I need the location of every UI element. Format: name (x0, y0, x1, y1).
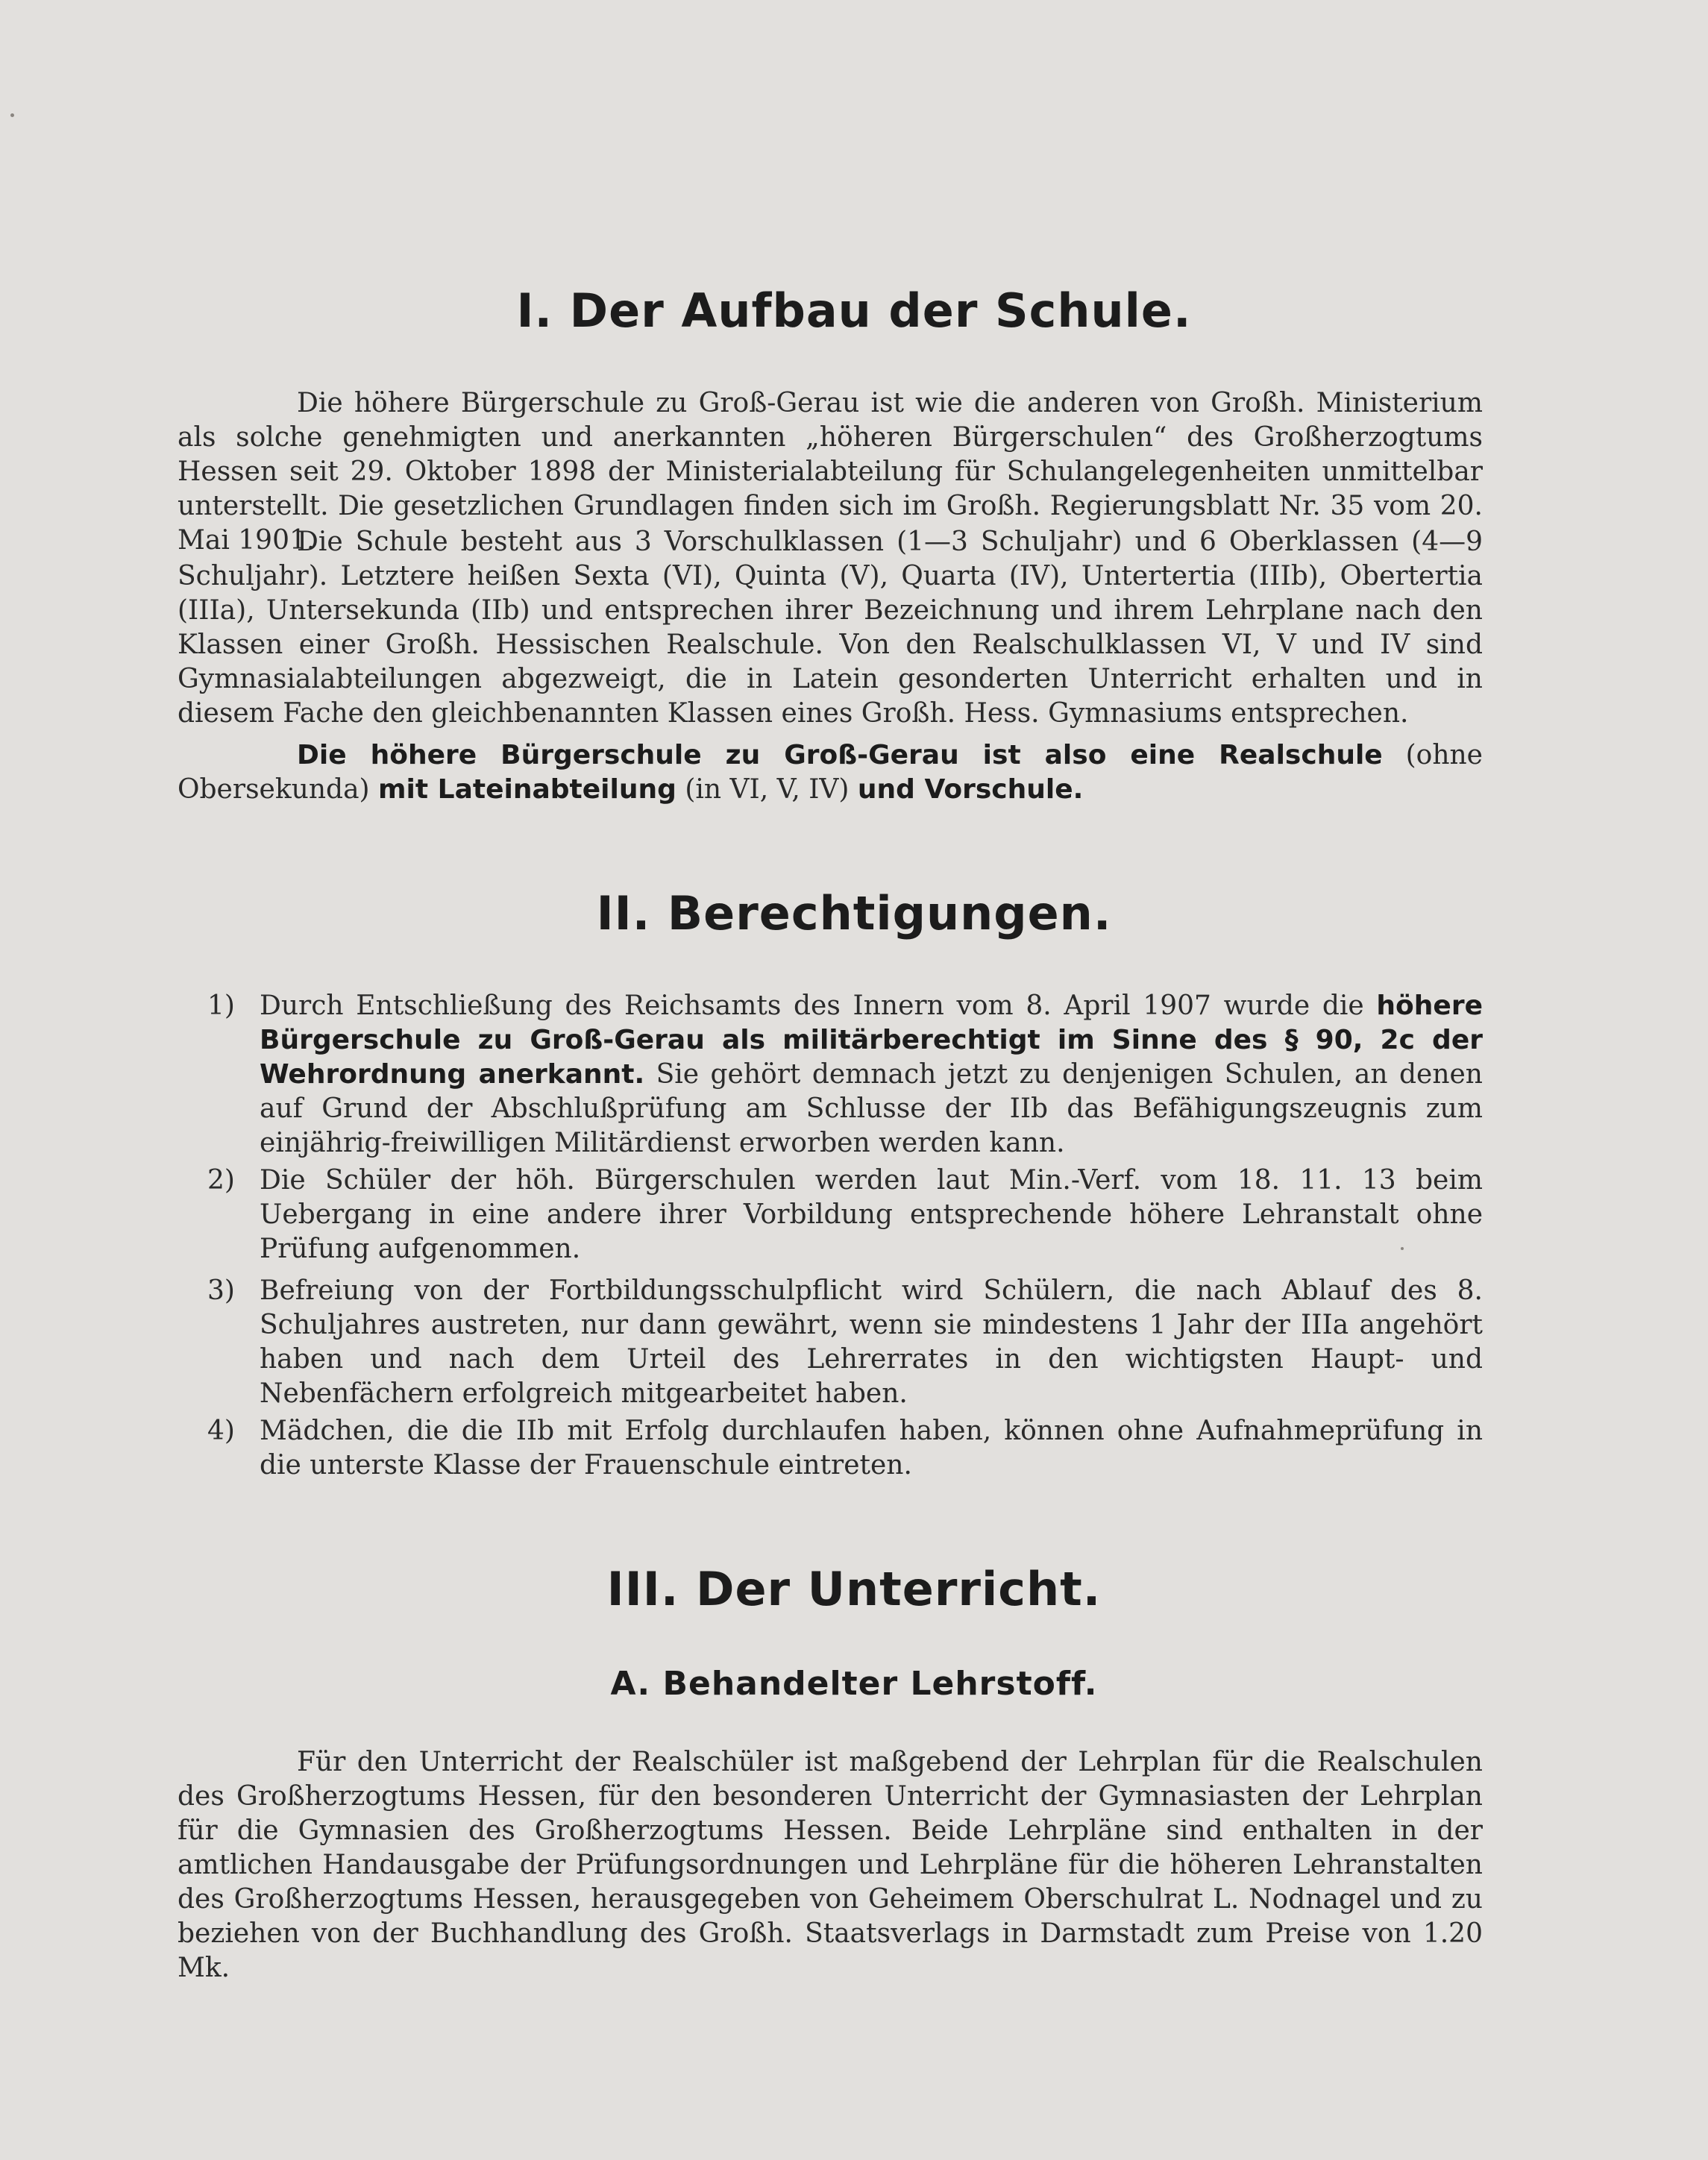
section-1-paragraph-2-text: Die Schule besteht aus 3 Vorschulklassen (1—3 Schuljahr) und 6 Oberklassen (4—9 Schuljahr). Letztere heißen Sexta (VI), Quinta (V), Quarta (IV), Untertertia (IIIb), Obertertia (IIIa), Untersekunda (IIb) und entsprechen ihrer Bezeichnung und ihrem Lehrplane nach den Klassen einer Großh. Hessischen Realschule. Von den Realschulklassen VI, V und IV sind Gymnasialabteilungen abgezweigt, die in Latein gesonderten Unterricht erhalten und in diesem Fache den gleichbenannten Klassen eines Großh. Hess. Gymnasiums entsprechen. (178, 527, 1483, 729)
list-item-text: Befreiung von der Fortbildungsschulpflicht wird Schülern, die nach Ablauf des 8. Schuljahres austreten, nur dann gewährt, wenn sie mindestens 1 Jahr der IIIa angehört haben und nach dem Urteil des Lehrerrates in den wichtigsten Haupt- und Nebenfächern erfolgreich mitgearbeitet haben. (260, 1275, 1483, 1409)
paper-speck (10, 113, 14, 117)
list-item (178, 1274, 1483, 1411)
section-3-paragraph-1-text: Für den Unterricht der Realschüler ist maßgebend der Lehrplan für die Realschulen des Großherzogtums Hessen, für den besonderen Unterricht der Gymnasiasten der Lehrplan für die Gymnasien des Großherzogtums Hessen. Beide Lehrpläne sind enthalten in der amtlichen Handausgabe der Prüfungsordnungen und Lehrpläne für die höheren Lehranstalten des Großherzogtums Hessen, herausgegeben von Geheimem Oberschulrat L. Nodnagel und zu beziehen von der Buchhandlung des Großh. Staatsverlags in Darmstadt zum Preise von 1.20 Mk. (178, 1747, 1483, 1983)
realschule-emphasis: Die höhere Bürgerschule zu Groß-Gerau ist also eine Realschule (297, 740, 1383, 770)
list-item (178, 1414, 1483, 1483)
military-recognition-emphasis: höhere Bürgerschule zu Groß-Gerau als militärberechtigt im Sinne des § 90, 2c der Wehrordnung anerkannt. (260, 990, 1483, 1090)
section-1-paragraph-1-text: Die höhere Bürgerschule zu Groß-Gerau ist wie die anderen von Großh. Ministerium als solche genehmigten und anerkannten „höheren Bürgerschulen“ des Großherzogtums Hessen seit 29. Oktober 1898 der Ministerialabteilung für Schulangelegenheiten unmittelbar unterstellt. Die gesetzlichen Grundlagen finden sich im Großh. Regierungsblatt Nr. 35 vom 20. Mai 1901. (178, 388, 1483, 556)
obersekunda-note: (ohne Obersekunda) (178, 740, 1483, 805)
lateinabteilung-emphasis: mit Lateinabteilung (378, 774, 676, 805)
list-item-text-part: Durch Entschließung des Reichsamts des Innern vom 8. April 1907 wurde die (260, 990, 1377, 1021)
list-item-number: 4) (207, 1416, 235, 1446)
section-1-title: I. Der Aufbau der Schule. (516, 283, 1192, 338)
section-3-paragraph-1 (178, 1745, 1483, 1985)
list-item-text: Die Schüler der höh. Bürgerschulen werden laut Min.-Verf. vom 18. 11. 13 beim Uebergang in eine andere ihrer Vorbildung entsprechende höhere Lehranstalt ohne Prüfung aufgenommen. (260, 1165, 1483, 1264)
section-1-paragraph-2 (178, 525, 1483, 731)
list-item (178, 989, 1483, 1161)
list-item-number: 3) (207, 1275, 235, 1306)
list-item-text: Mädchen, die die IIb mit Erfolg durchlaufen haben, können ohne Aufnahmeprüfung in die unterste Klasse der Frauenschule eintreten. (260, 1416, 1483, 1481)
section-2-title: II. Berechtigungen. (596, 886, 1112, 941)
section-3-title: III. Der Unterricht. (606, 1562, 1102, 1616)
vorschule-emphasis: und Vorschule. (857, 774, 1084, 805)
section-1-paragraph-3 (178, 738, 1483, 807)
section-3-subtitle: A. Behandelter Lehrstoff. (610, 1665, 1098, 1703)
classes-note: (in VI, V, IV) (676, 774, 858, 805)
list-item-text-part: Sie gehört demnach jetzt zu denjenigen Schulen, an denen auf Grund der Abschlußprüfung am Schlusse der IIb das Befähigungszeugnis zum einjährig-freiwilligen Militärdienst erworben werden kann. (260, 1059, 1483, 1158)
list-item-number: 1) (207, 990, 235, 1021)
list-item-number: 2) (207, 1165, 235, 1196)
list-item (178, 1164, 1483, 1266)
list-item-text (260, 989, 1483, 1161)
